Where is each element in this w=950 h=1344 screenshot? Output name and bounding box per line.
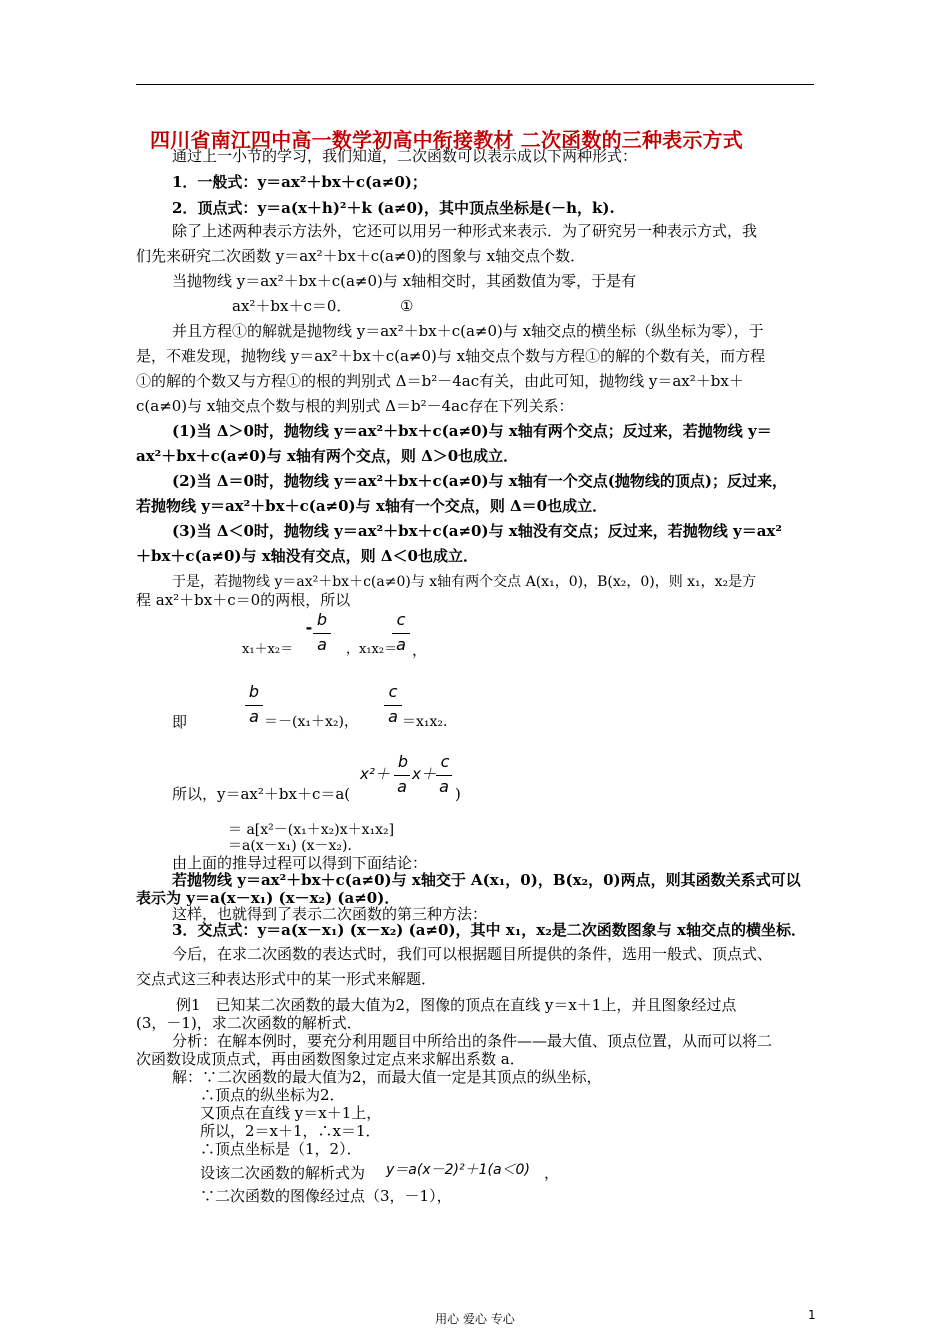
text-line: 2．顶点式：y＝a(x＋h)²＋k (a≠0)，其中顶点坐标是(－h，k). bbox=[172, 199, 615, 217]
fraction-bar bbox=[394, 775, 410, 776]
text-line: ∴顶点坐标是（1，2）． bbox=[200, 1140, 362, 1158]
text-line: 这样，也就得到了表示二次函数的第三种方法： bbox=[172, 905, 488, 923]
text-line: 次函数设成顶点式，再由函数图象过定点来求解出系数 a． bbox=[136, 1050, 525, 1068]
page-number: 1 bbox=[808, 1308, 816, 1322]
fraction-denominator: a bbox=[397, 777, 407, 796]
text-line: 除了上述两种表示方法外，它还可以用另一种形式来表示．为了研究另一种表示方式，我 bbox=[172, 222, 758, 240]
fraction-numerator: b bbox=[316, 610, 328, 629]
fraction-numerator: b bbox=[397, 752, 409, 771]
equation-line: ＝a(x－x₁) (x－x₂)． bbox=[228, 838, 362, 854]
equation-line: ＝－(x₁＋x₂)， bbox=[264, 714, 358, 730]
fraction-bar bbox=[245, 705, 263, 706]
text-line: 今后，在求二次函数的表达式时，我们可以根据题目所提供的条件，选用一般式、顶点式、 bbox=[172, 945, 773, 963]
text-line: ∵二次函数的图像经过点（3，－1）， bbox=[200, 1187, 452, 1205]
text-line: ∴顶点的纵坐标为2． bbox=[200, 1086, 345, 1104]
fraction-numerator: c bbox=[396, 610, 406, 629]
text-line: (2)当 Δ＝0时，抛物线 y＝ax²＋bx＋c(a≠0)与 x轴有一个交点(抛物线的顶点)；反过来， bbox=[172, 472, 787, 490]
equation-line: ax²＋bx＋c＝0． bbox=[232, 297, 352, 315]
text-line: 若抛物线 y＝ax²＋bx＋c(a≠0)与 x轴交于 A(x₁，0)，B(x₂，0)两点，则其函数关系式可以 bbox=[172, 871, 801, 889]
text-line: 所以，2＝x＋1，∴x＝1． bbox=[200, 1122, 381, 1140]
equation-number: ① bbox=[400, 297, 414, 315]
text-line: 是，不难发现，抛物线 y＝ax²＋bx＋c(a≠0)与 x轴交点个数与方程①的解的个数有关，而方程 bbox=[136, 347, 766, 365]
vieta-sum-label: x₁＋x₂＝ bbox=[242, 642, 294, 657]
text-line: 交点式这三种表达形式中的某一形式来解题． bbox=[136, 970, 437, 988]
text-line: c(a≠0)与 x轴交点个数与根的判别式 Δ＝b²－4ac存在下列关系： bbox=[136, 397, 574, 415]
text-line: 并且方程①的解就是抛物线 y＝ax²＋bx＋c(a≠0)与 x轴交点的横坐标（纵坐标为零），于 bbox=[172, 322, 764, 340]
text-line: 分析：在解本例时，要充分利用题目中所给出的条件——最大值、顶点位置，从而可以将二 bbox=[172, 1032, 773, 1050]
text-line: 当抛物线 y＝ax²＋bx＋c(a≠0)与 x轴相交时，其函数值为零，于是有 bbox=[172, 272, 637, 290]
text-line: 们先来研究二次函数 y＝ax²＋bx＋c(a≠0)的图象与 x轴交点个数． bbox=[136, 247, 586, 265]
text-line: 3．交点式：y＝a(x－x₁) (x－x₂) (a≠0)，其中 x₁，x₂是二次函数图象与 x轴交点的横坐标． bbox=[172, 921, 806, 939]
fraction-denominator: a bbox=[388, 707, 398, 726]
fraction-bar bbox=[392, 633, 410, 634]
fraction-numerator: c bbox=[388, 682, 398, 701]
text-line: 所以，y＝ax²＋bx＋c＝a( bbox=[172, 785, 351, 803]
equation-line: ＝x₁x₂． bbox=[402, 714, 458, 730]
text-line: 通过上一小节的学习，我们知道，二次函数可以表示成以下两种形式： bbox=[172, 147, 638, 165]
fraction-numerator: c bbox=[440, 752, 450, 771]
fraction-denominator: a bbox=[396, 635, 406, 654]
text-line: 设该二次函数的解析式为 bbox=[200, 1164, 366, 1182]
text-line: ①的解的个数又与方程①的根的判别式 Δ＝b²－4ac有关，由此可知，抛物线 y＝ax²＋bx＋ bbox=[136, 372, 744, 390]
text-line: ＋bx＋c(a≠0)与 x轴没有交点，则 Δ＜0也成立． bbox=[136, 547, 478, 565]
text-line: (1)当 Δ＞0时，抛物线 y＝ax²＋bx＋c(a≠0)与 x轴有两个交点；反过来，若抛物线 y＝ bbox=[172, 422, 772, 440]
comma: ， bbox=[544, 1164, 560, 1182]
page-footer: 用心 爱心 专心 bbox=[435, 1312, 515, 1326]
text-line: 若抛物线 y＝ax²＋bx＋c(a≠0)与 x轴有一个交点，则 Δ＝0也成立． bbox=[136, 497, 608, 515]
text-line: 例1 已知某二次函数的最大值为2，图像的顶点在直线 y＝x＋1上，并且图象经过点 bbox=[176, 996, 737, 1014]
fraction-denominator: a bbox=[317, 635, 327, 654]
text-line: 1．一般式：y＝ax²＋bx＋c(a≠0)； bbox=[172, 173, 427, 191]
text-line: 由上面的推导过程可以得到下面结论： bbox=[172, 854, 428, 872]
fraction-bar bbox=[436, 775, 452, 776]
text-line: 表示为 y＝a(x－x₁) (x－x₂) (a≠0)． bbox=[136, 889, 400, 907]
fraction-numerator: b bbox=[248, 682, 260, 701]
fraction-bar bbox=[313, 633, 331, 634]
text-line: (3)当 Δ＜0时，抛物线 y＝ax²＋bx＋c(a≠0)与 x轴没有交点；反过来，若抛物线 y＝ax² bbox=[172, 522, 782, 540]
header-rule bbox=[136, 84, 814, 85]
document-title: 四川省南江四中高一数学初高中衔接教材 二次函数的三种表示方式 bbox=[150, 128, 743, 152]
text-line: 即 bbox=[172, 713, 188, 731]
fraction-denominator: a bbox=[249, 707, 259, 726]
fraction-denominator: a bbox=[439, 777, 449, 796]
text-line: 又顶点在直线 y＝x＋1上， bbox=[200, 1104, 382, 1122]
text-line: 解：∵二次函数的最大值为2，而最大值一定是其顶点的纵坐标， bbox=[172, 1068, 602, 1086]
equation-inline: y＝a(x－2)²＋1(a＜0) bbox=[386, 1162, 530, 1178]
paren-close: ) bbox=[455, 785, 461, 803]
comma: ， bbox=[412, 641, 428, 659]
text-line: 于是，若抛物线 y＝ax²＋bx＋c(a≠0)与 x轴有两个交点 A(x₁，0)，B(x₂，0)，则 x₁，x₂是方 bbox=[172, 574, 757, 590]
minus-sign: - bbox=[305, 618, 313, 637]
equation-term: x＋ bbox=[412, 765, 436, 783]
fraction-bar bbox=[384, 705, 402, 706]
text-line: ax²＋bx＋c(a≠0)与 x轴有两个交点，则 Δ＞0也成立． bbox=[136, 447, 519, 465]
equation-term: x²＋ bbox=[360, 765, 390, 783]
text-line: (3，－1)，求二次函数的解析式． bbox=[136, 1014, 362, 1032]
text-line: 程 ax²＋bx＋c＝0的两根，所以 bbox=[136, 591, 351, 609]
equation-line: ＝ a[x²－(x₁＋x₂)x＋x₁x₂] bbox=[228, 822, 395, 838]
vieta-product-label: ，x₁x₂＝ bbox=[346, 642, 398, 657]
